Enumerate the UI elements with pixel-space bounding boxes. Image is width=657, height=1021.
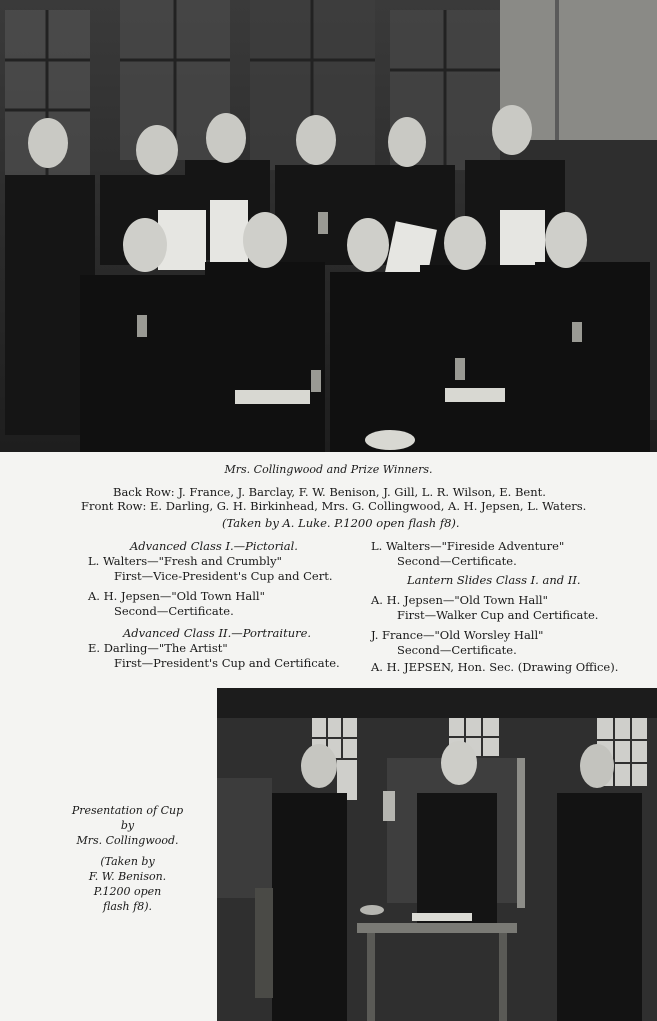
caption-line: Mrs. Collingwood. bbox=[76, 834, 179, 847]
entry-line: A. H. Jepsen—"Old Town Hall" bbox=[371, 593, 548, 607]
entry-line: Second—Certificate. bbox=[397, 554, 517, 568]
class1-heading: Advanced Class I.—Pictorial. bbox=[130, 539, 298, 553]
caption-title: Mrs. Collingwood and Prize Winners. bbox=[224, 463, 433, 476]
entry-line: J. France—"Old Worsley Hall" bbox=[371, 628, 544, 642]
entry-line: First—President's Cup and Certificate. bbox=[114, 656, 340, 670]
front-row-caption: Front Row: E. Darling, G. H. Birkinhead, Mrs. G. Collingwood, A. H. Jepsen, L. Waters. bbox=[81, 499, 587, 513]
caption-line: P.1200 open bbox=[93, 885, 162, 898]
caption-line: flash f8). bbox=[103, 900, 152, 913]
entry-line: First—Walker Cup and Certificate. bbox=[397, 608, 599, 622]
caption-line: Presentation of Cup bbox=[71, 804, 184, 817]
lantern-slides-heading: Lantern Slides Class I. and II. bbox=[407, 573, 581, 587]
presentation-photo-illustration bbox=[217, 688, 657, 1021]
entry-line: L. Walters—"Fresh and Crumbly" bbox=[88, 554, 282, 568]
taken-by-caption: (Taken by A. Luke. P.1200 open flash f8). bbox=[222, 516, 460, 530]
entry-line: First—Vice-President's Cup and Cert. bbox=[114, 569, 333, 583]
right-column bbox=[371, 539, 641, 675]
caption-line: F. W. Benison. bbox=[88, 870, 167, 883]
caption-line: (Taken by bbox=[100, 855, 155, 868]
entry-line: Second—Certificate. bbox=[114, 604, 234, 618]
presentation-caption bbox=[60, 803, 195, 914]
entry-line: A. H. Jepsen—"Old Town Hall" bbox=[88, 589, 265, 603]
presentation-photo bbox=[217, 688, 657, 1021]
group-photo-illustration bbox=[0, 0, 657, 452]
secretary-credit: A. H. JEPSEN, Hon. Sec. (Drawing Office). bbox=[371, 660, 619, 674]
caption-block bbox=[0, 452, 657, 688]
back-row-caption: Back Row: J. France, J. Barclay, F. W. Benison, J. Gill, L. R. Wilson, E. Bent. bbox=[113, 485, 546, 499]
entry-line: Second—Certificate. bbox=[397, 643, 517, 657]
class2-heading: Advanced Class II.—Portraiture. bbox=[123, 626, 312, 640]
caption-line: by bbox=[120, 819, 135, 832]
group-photo bbox=[0, 0, 657, 452]
entry-line: E. Darling—"The Artist" bbox=[88, 641, 228, 655]
entry-line: L. Walters—"Fireside Adventure" bbox=[371, 539, 565, 553]
left-column bbox=[88, 539, 358, 671]
